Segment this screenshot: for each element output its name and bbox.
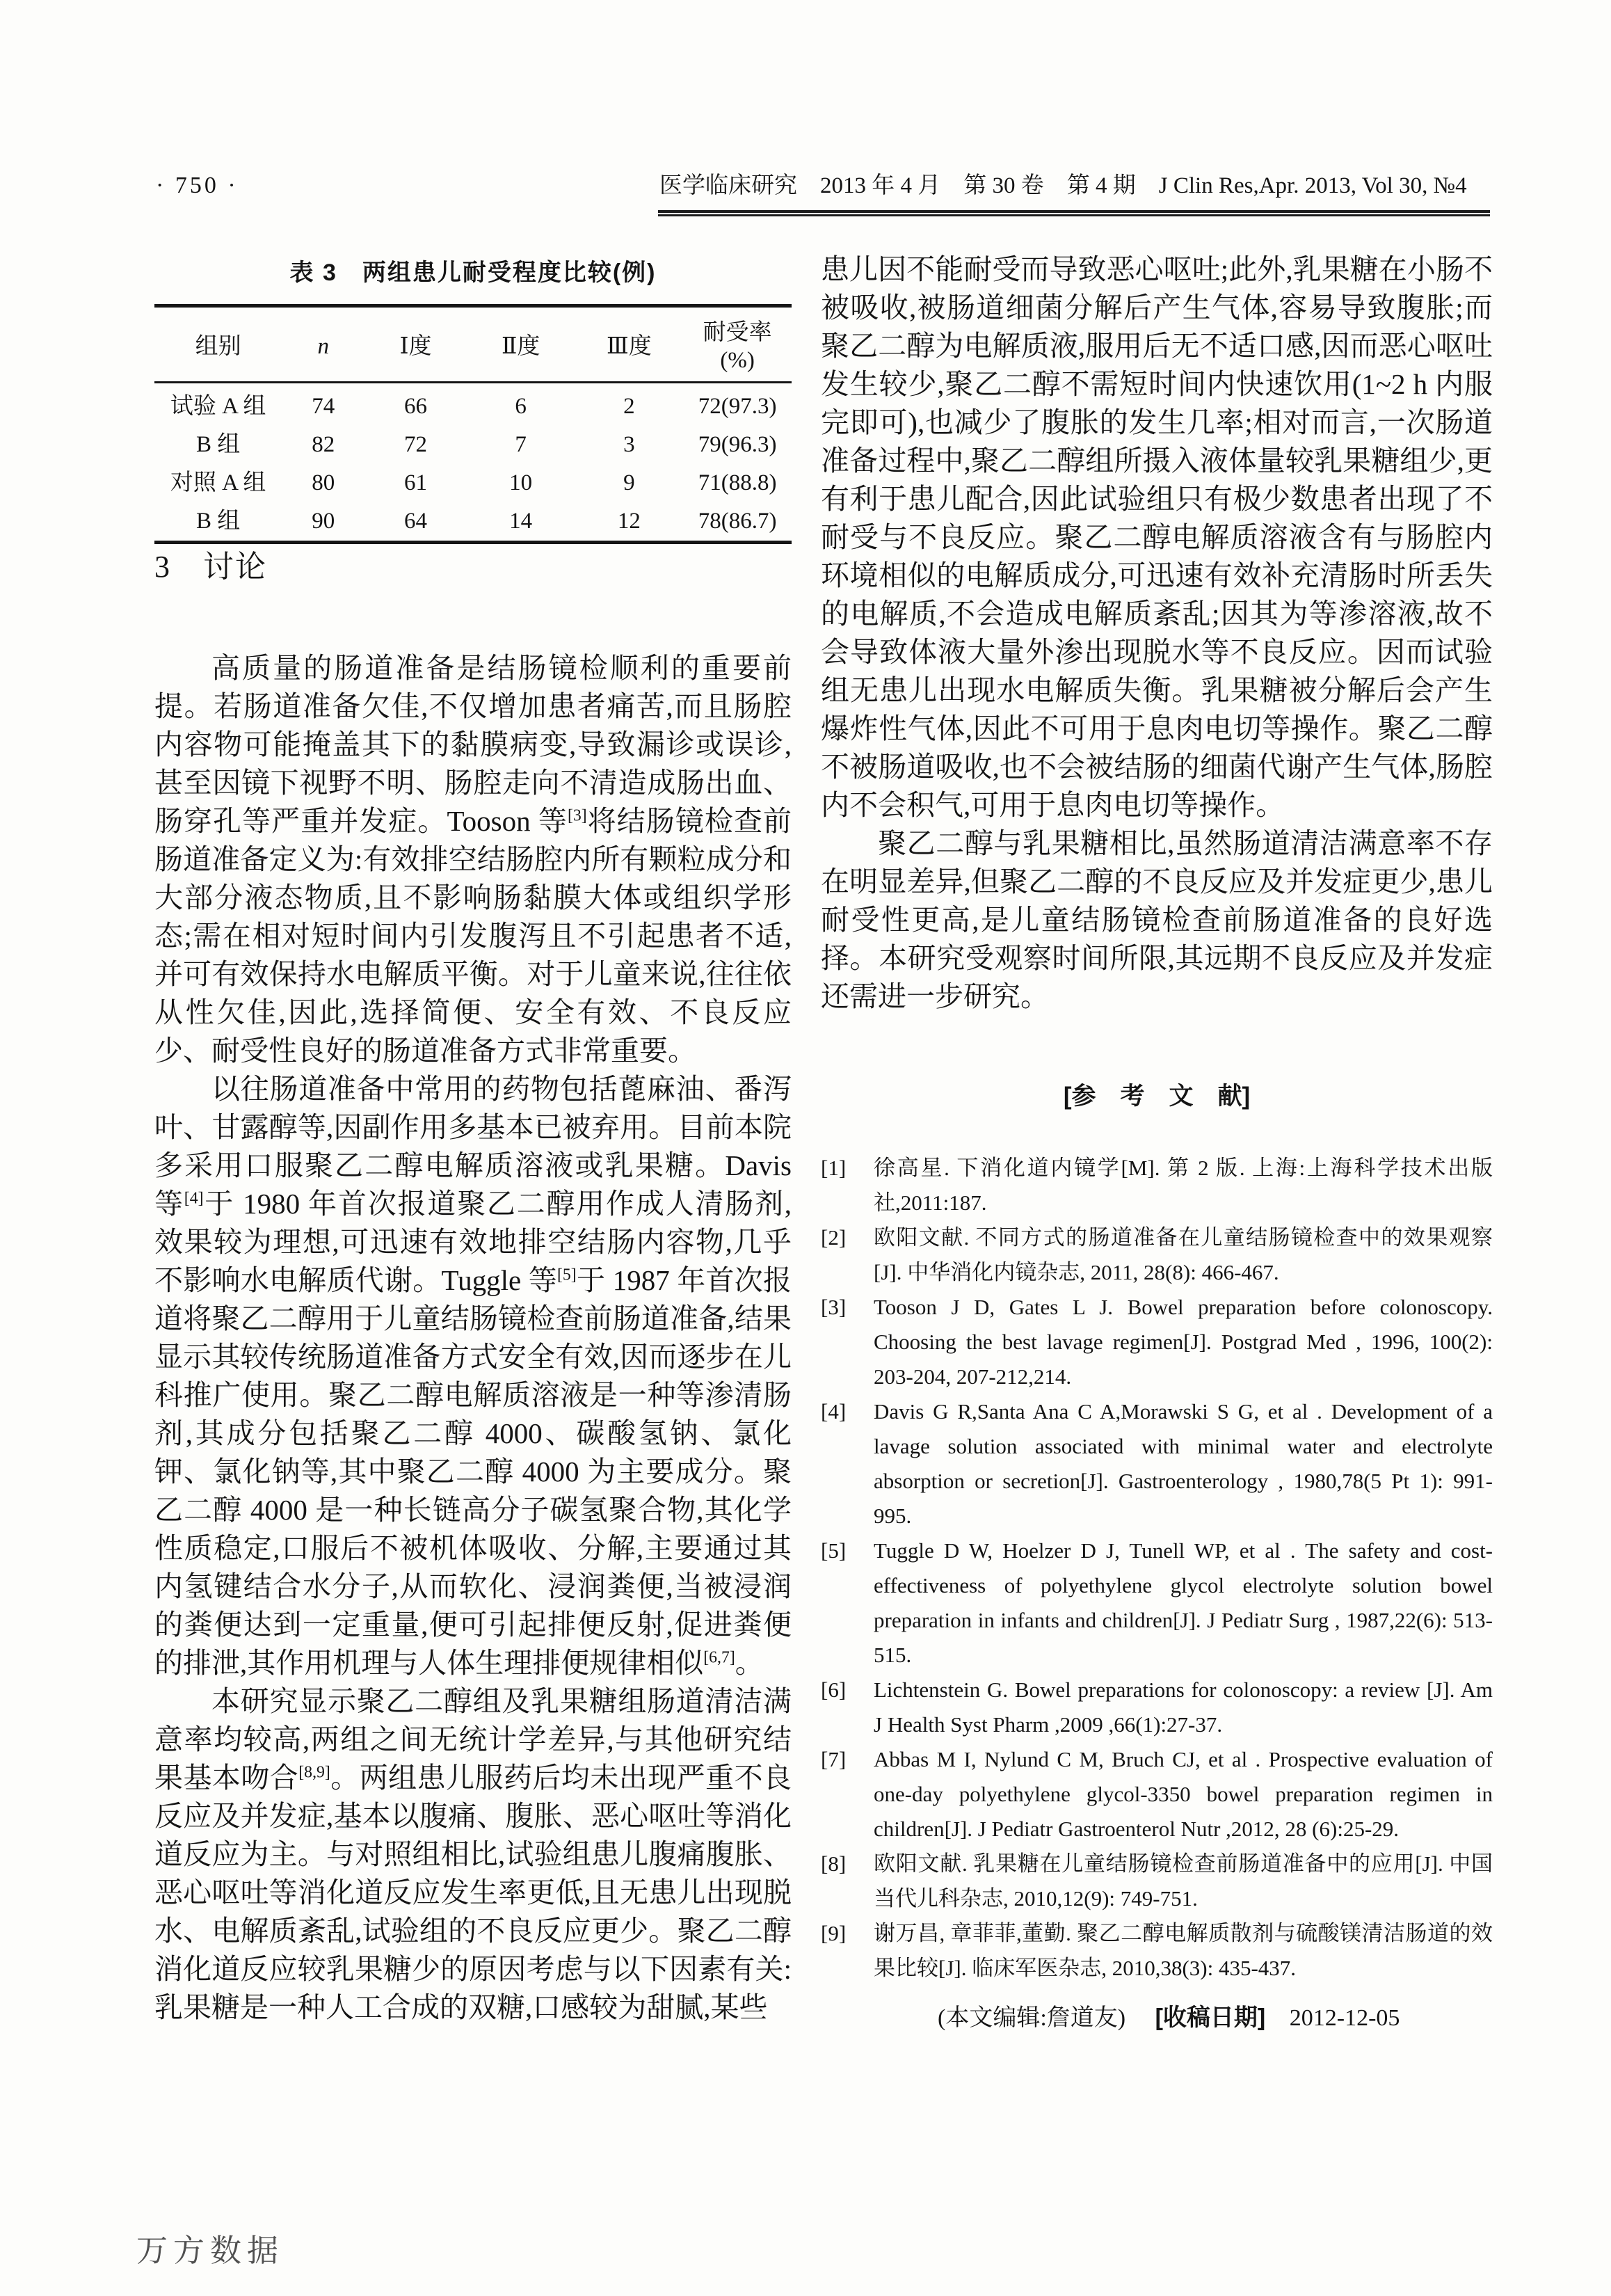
reference-text: 欧阳文献. 不同方式的肠道准备在儿童结肠镜检查中的效果观察[J]. 中华消化内镜杂志, 2011, 28(8): 466-467. xyxy=(874,1225,1493,1284)
reference-number: [1] xyxy=(821,1156,847,1180)
received-date-label: [收稿日期] xyxy=(1155,2004,1266,2031)
reference-number: [6] xyxy=(821,1677,847,1702)
table-row: B 组 90 64 14 12 78(86.7) xyxy=(195,509,777,534)
column-header: 耐受率 (%) xyxy=(683,306,792,383)
table3-block xyxy=(154,253,792,544)
reference-text: Lichtenstein G. Bowel preparations for colonoscopy: a review [J]. Am J Health Syst Pharm ,2009 ,66(1):27-37. xyxy=(874,1677,1493,1737)
table-row: 试验 A 组 74 66 6 2 72(97.3) xyxy=(170,394,777,419)
discussion-paragraph-2: 以往肠道准备中常用的药物包括蓖麻油、番泻叶、甘露醇等,因副作用多基本已被弃用。目前本院多采用口服聚乙二醇电解质溶液或乳果糖。Davis 等[4]于 1980 年首次报道聚乙二醇用作成人清肠剂,效果较为理想,可迅速有效地排空结肠内容物,几乎不影响水电解质代谢。Tuggle 等[5]于 1987 年首次报道将聚乙二醇用于儿童结肠镜检查前肠道准备,结果显示其较传统肠道准备方式安全有效,因而逐步在儿科推广使用。聚乙二醇电解质溶液是一种等渗清肠剂,其成分包括聚乙二醇 4000、碳酸氢钠、氯化钾、氯化钠等,其中聚乙二醇 4000 为主要成分。聚乙二醇 4000 是一种长链高分子碳氢聚合物,其化学性质稳定,口服后不被机体吸收、分解,主要通过其内氢键结合水分子,从而软化、浸润粪便,当被浸润的粪便达到一定重量,便可引起排便反射,促进粪便的排泄,其作用机理与人体生理排便规律相似[6,7]。 xyxy=(154,1073,792,1679)
section-title: 讨论 xyxy=(203,550,267,584)
reference-text: Tuggle D W, Hoelzer D J, Tunell WP, et al . The safety and cost-effectiveness of polyethylene glycol electrolyte solution bowel preparation in infants and children[J]. J Pediatr Surg , 1987,22(6): 513-515. xyxy=(874,1538,1493,1667)
reference-item xyxy=(821,1220,1493,1290)
reference-item xyxy=(821,1847,1493,1916)
reference-item xyxy=(821,1916,1493,1986)
reference-item xyxy=(821,1533,1493,1673)
reference-text: Tooson J D, Gates L J. Bowel preparation before colonoscopy. Choosing the best lavage regimen[J]. Postgrad Med , 1996, 100(2): 203-204, 207-212,214. xyxy=(874,1295,1493,1389)
reference-number: [2] xyxy=(821,1225,847,1250)
reference-item xyxy=(821,1673,1493,1742)
column-header: 组别 xyxy=(154,306,282,383)
reference-text: Davis G R,Santa Ana C A,Morawski S G, et al . Development of a lavage solution associated with minimal water and electrolyte absorption or secretion[J]. Gastroenterology , 1980,78(5 Pt 1): 991-995. xyxy=(874,1399,1493,1528)
left-column xyxy=(154,649,792,2027)
table-row: 对照 A 组 80 61 10 9 71(88.8) xyxy=(170,470,777,495)
wanfang-watermark: 万方数据 xyxy=(136,2233,284,2268)
reference-text: 谢万昌, 章菲菲,董勤. 聚乙二醇电解质散剂与硫酸镁清洁肠道的效果比较[J]. 临床军医杂志, 2010,38(3): 435-437. xyxy=(874,1921,1493,1980)
reference-number: [8] xyxy=(821,1851,847,1876)
header-rule xyxy=(658,210,1490,216)
reference-number: [5] xyxy=(821,1538,847,1563)
reference-item xyxy=(821,1151,1493,1220)
reference-text: Abbas M I, Nylund C M, Bruch CJ, et al . Prospective evaluation of one-day polyethylene glycol-3350 bowel preparation regimen in children[J]. J Pediatr Gastroenterol Nutr ,2012, 28 (6):25-29. xyxy=(874,1747,1493,1841)
discussion-paragraph-1: 高质量的肠道准备是结肠镜检顺利的重要前提。若肠道准备欠佳,不仅增加患者痛苦,而且肠腔内容物可能掩盖其下的黏膜病变,导致漏诊或误诊,甚至因镜下视野不明、肠腔走向不清造成肠出血、肠穿孔等严重并发症。Tooson 等[3]将结肠镜检查前肠道准备定义为:有效排空结肠腔内所有颗粒成分和大部分液态物质,且不影响肠黏膜大体或组织学形态;需在相对短时间内引发腹泻且不引起患者不适,并可有效保持水电解质平衡。对于儿童来说,往往依从性欠佳,因此,选择简便、安全有效、不良反应少、耐受性良好的肠道准备方式非常重要。 xyxy=(154,652,792,1067)
column-header: Ⅱ度 xyxy=(467,306,575,383)
table-row: B 组 82 72 7 3 79(96.3) xyxy=(195,432,777,457)
reference-item xyxy=(821,1290,1493,1394)
discussion-paragraph-5: 聚乙二醇与乳果糖相比,虽然肠道清洁满意率不存在明显差异,但聚乙二醇的不良反应及并发症更少,患儿耐受性更高,是儿童结肠镜检查前肠道准备的良好选择。本研究受观察时间所限,其远期不良反应及并发症还需进一步研究。 xyxy=(821,827,1493,1012)
table3-caption: 表 3 两组患儿耐受程度比较(例) xyxy=(289,260,657,286)
editor-received-line xyxy=(821,2001,1493,2035)
reference-text: 徐高星. 下消化道内镜学[M]. 第 2 版. 上海:上海科学技术出版社,2011:187. xyxy=(874,1156,1493,1215)
reference-number: [7] xyxy=(821,1747,847,1771)
section-number: 3 xyxy=(154,550,171,584)
reference-item xyxy=(821,1394,1493,1533)
received-date: 2012-12-05 xyxy=(1289,2005,1400,2031)
reference-item xyxy=(821,1742,1493,1847)
column-header: Ⅲ度 xyxy=(575,306,684,383)
reference-number: [9] xyxy=(821,1921,847,1945)
reference-number: [3] xyxy=(821,1295,847,1319)
table3 xyxy=(154,304,792,544)
journal-header-line: 医学临床研究 2013 年 4 月 第 30 卷 第 4 期 J Clin Res,Apr. 2013, Vol 30, №4 xyxy=(659,173,1467,198)
right-column xyxy=(821,250,1493,2035)
section-heading-discussion xyxy=(154,541,267,586)
table-header-row xyxy=(154,306,792,383)
discussion-paragraph-3: 本研究显示聚乙二醇组及乳果糖组肠道清洁满意率均较高,两组之间无统计学差异,与其他研究结果基本吻合[8,9]。两组患儿服药后均未出现严重不良反应及并发症,基本以腹痛、腹胀、恶心呕吐等消化道反应为主。与对照组相比,试验组患儿腹痛腹胀、恶心呕吐等消化道反应发生率更低,且无患儿出现脱水、电解质紊乱,试验组的不良反应更少。聚乙二醇消化道反应较乳果糖少的原因考虑与以下因素有关:乳果糖是一种人工合成的双糖,口感较为甜腻,某些 xyxy=(154,1685,792,2023)
page-number: · 750 · xyxy=(156,173,239,198)
reference-text: 欧阳文献. 乳果糖在儿童结肠镜检查前肠道准备中的应用[J]. 中国当代儿科杂志, 2010,12(9): 749-751. xyxy=(874,1851,1493,1911)
discussion-paragraph-4: 患儿因不能耐受而导致恶心呕吐;此外,乳果糖在小肠不被吸收,被肠道细菌分解后产生气体,容易导致腹胀;而聚乙二醇为电解质液,服用后无不适口感,因而恶心呕吐发生较少,聚乙二醇不需短时间内快速饮用(1~2 h 内服完即可),也减少了腹胀的发生几率;相对而言,一次肠道准备过程中,聚乙二醇组所摄入液体量较乳果糖组少,更有利于患儿配合,因此试验组只有极少数患者出现了不耐受与不良反应。聚乙二醇电解质溶液含有与肠腔内环境相似的电解质成分,可迅速有效补充清肠时所丢失的电解质,不会造成电解质紊乱;因其为等渗溶液,故不会导致体液大量外渗出现脱水等不良反应。因而试验组无患儿出现水电解质失衡。乳果糖被分解后会产生爆炸性气体,因此不可用于息肉电切等操作。聚乙二醇不被肠道吸收,也不会被结肠的细菌代谢产生气体,肠腔内不会积气,可用于息肉电切等操作。 xyxy=(821,253,1493,821)
editor-note: (本文编辑:詹道友) xyxy=(938,2005,1126,2031)
reference-number: [4] xyxy=(821,1399,847,1424)
references-heading: [参 考 文 献] xyxy=(1063,1083,1251,1110)
column-header: Ⅰ度 xyxy=(364,306,467,383)
column-header: n xyxy=(282,306,364,383)
